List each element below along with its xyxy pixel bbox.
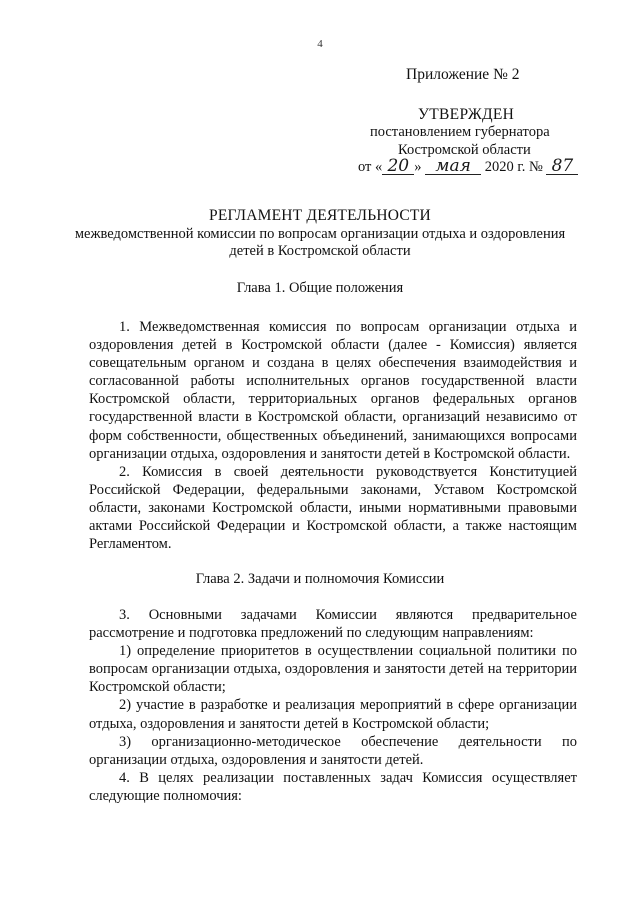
- chapter-2-body: [89, 606, 577, 805]
- decree-date-line: [358, 158, 578, 176]
- handwritten-month: мая: [425, 158, 481, 175]
- chapter-1-heading: Глава 1. Общие положения: [236, 280, 404, 296]
- document-title: РЕГЛАМЕНТ ДЕЯТЕЛЬНОСТИ: [209, 207, 431, 224]
- chapter-2-heading: Глава 2. Задачи и полномочия Комиссии: [195, 571, 445, 587]
- region-line: Костромской области: [398, 142, 531, 158]
- date-year: 2020 г. №: [484, 159, 543, 175]
- decree-line: постановлением губернатора: [370, 124, 550, 140]
- paragraph-3-item-2: 2) участие в разработке и реализация мероприятий в сфере организации отдыха, оздоровления и занятости детей в Костромской области;: [89, 697, 577, 732]
- date-mid: »: [414, 159, 422, 175]
- paragraph-4: 4. В целях реализации поставленных задач Комиссия осуществляет следующие полномочия:: [89, 769, 577, 804]
- paragraph-2: 2. Комиссия в своей деятельности руководствуется Конституцией Российской Федерации, федеральными законами, Уставом Костромской области, законами Костромской области, иными нормативными правовыми актами Российской Федерации и Костромской области, а также настоящим Регламентом.: [89, 463, 577, 553]
- paragraph-3: 3. Основными задачами Комиссии являются предварительное рассмотрение и подготовка предложений по следующим направлениям:: [89, 607, 577, 642]
- paragraph-3-item-1: 1) определение приоритетов в осуществлении социальной политики по вопросам организации отдыха, оздоровления и занятости детей на территории Костромской области;: [89, 643, 577, 696]
- page-number: 4: [317, 38, 323, 50]
- chapter-1-body: [89, 318, 577, 553]
- paragraph-1: 1. Межведомственная комиссия по вопросам организации отдыха и оздоровления детей в Костромской области (далее - Комиссия) является совещательным органом и создана в целях обеспечения взаимодействия и согласованной работы исполнительных органов государственной власти Костромской области, территориальных органов федеральных органов государственной власти в Костромской области, организаций независимо от форм собственности, общественных объединений, занимающихся вопросами организации отдыха, оздоровления и занятости детей в Костромской области.: [89, 319, 577, 462]
- handwritten-day: 20: [382, 158, 414, 175]
- document-subtitle: межведомственной комиссии по вопросам организации отдыха и оздоровления детей в Костромской области: [74, 226, 566, 259]
- date-prefix: от «: [358, 159, 383, 175]
- approved-stamp: УТВЕРЖДЕН: [418, 106, 515, 123]
- appendix-label: Приложение № 2: [406, 66, 520, 83]
- paragraph-3-item-3: 3) организационно-методическое обеспечение деятельности по организации отдыха, оздоровления и занятости детей.: [89, 733, 577, 768]
- handwritten-doc-number: 87: [546, 158, 578, 175]
